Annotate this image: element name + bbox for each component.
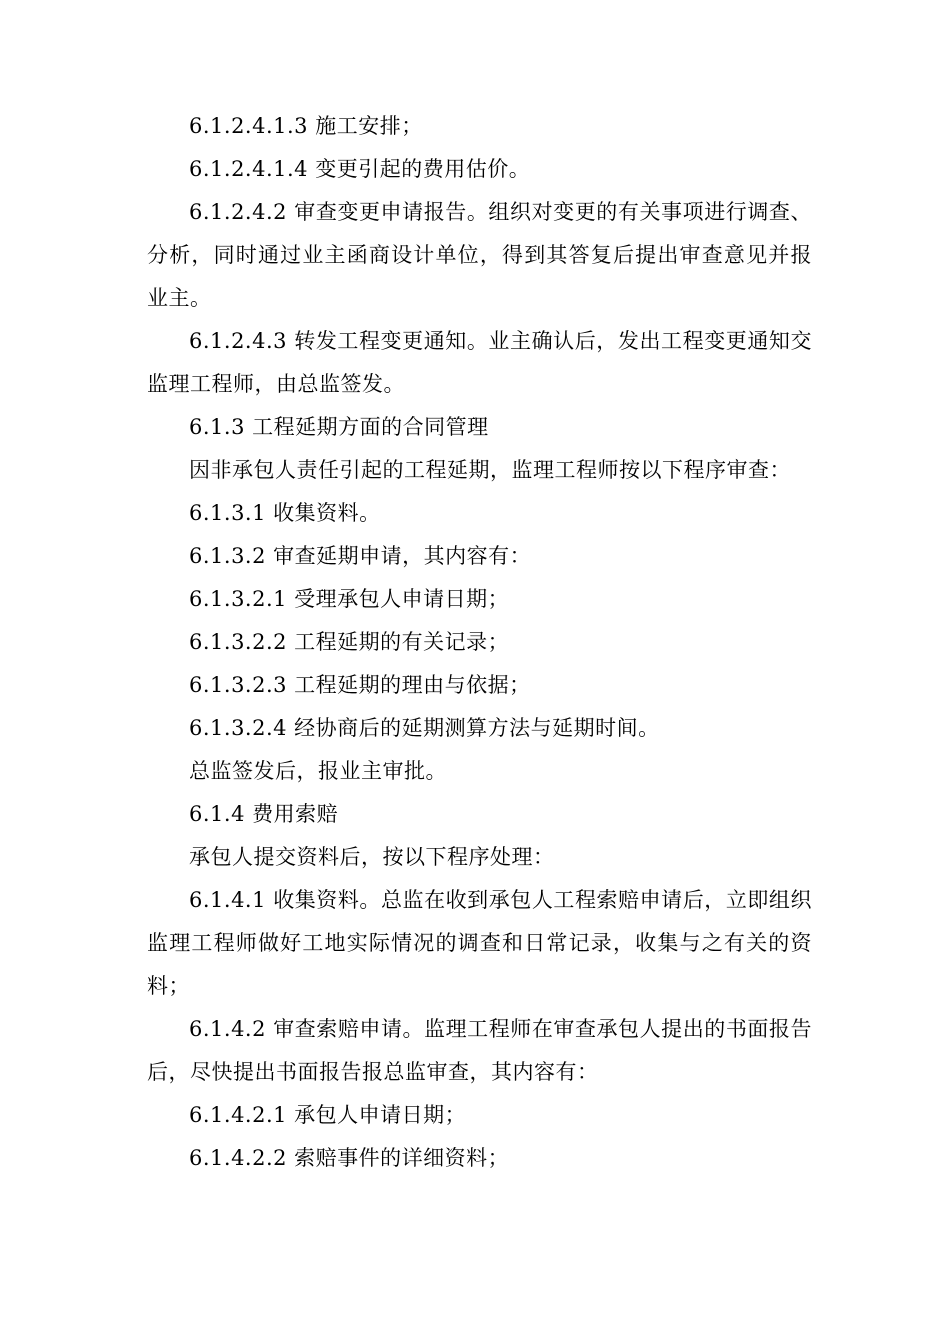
document-body [147,105,812,1180]
paragraph-forward-change-notice: 6.1.2.4.3 转发工程变更通知。业主确认后，发出工程变更通知交监理工程师，由总监签发。 [147,329,812,396]
paragraph-claims-intro: 承包人提交资料后，按以下程序处理： [189,845,555,869]
paragraph-item-6-1-4-2-2: 6.1.4.2.2 索赔事件的详细资料； [189,1146,510,1170]
paragraph-item-6-1-4-1: 6.1.4.1 收集资料。总监在收到承包人工程索赔申请后，立即组织监理工程师做好工地实际情况的调查和日常记录，收集与之有关的资料； [147,888,812,998]
paragraph-item-6-1-3-1: 6.1.3.1 收集资料。 [189,501,381,525]
paragraph-item-6-1-2-4-1-3: 6.1.2.4.1.3 施工安排； [189,114,423,138]
paragraph-item-6-1-3-2-2: 6.1.3.2.2 工程延期的有关记录； [189,630,510,654]
paragraph-item-6-1-4-2-1: 6.1.4.2.1 承包人申请日期； [189,1103,467,1127]
paragraph-item-6-1-3-2-1: 6.1.3.2.1 受理承包人申请日期； [189,587,510,611]
paragraph-item-6-1-4-2: 6.1.4.2 审查索赔申请。监理工程师在审查承包人提出的书面报告后，尽快提出书面报告报总监审查，其内容有： [147,1017,812,1084]
paragraph-item-6-1-3-2-3: 6.1.3.2.3 工程延期的理由与依据； [189,673,531,697]
paragraph-director-approval: 总监签发后，报业主审批。 [189,759,447,783]
section-heading-cost-claims: 6.1.4 费用索赔 [189,802,339,826]
paragraph-delay-review-intro: 因非承包人责任引起的工程延期，监理工程师按以下程序审查： [189,458,791,482]
paragraph-item-6-1-2-4-1-4: 6.1.2.4.1.4 变更引起的费用估价。 [189,157,531,181]
paragraph-review-change-application: 6.1.2.4.2 审查变更申请报告。组织对变更的有关事项进行调查、分析，同时通过业主函商设计单位，得到其答复后提出审查意见并报业主。 [147,200,812,310]
paragraph-item-6-1-3-2: 6.1.3.2 审查延期申请，其内容有： [189,544,532,568]
paragraph-item-6-1-3-2-4: 6.1.3.2.4 经协商后的延期测算方法与延期时间。 [189,716,660,740]
section-heading-delay-contract-management: 6.1.3 工程延期方面的合同管理 [189,415,489,439]
